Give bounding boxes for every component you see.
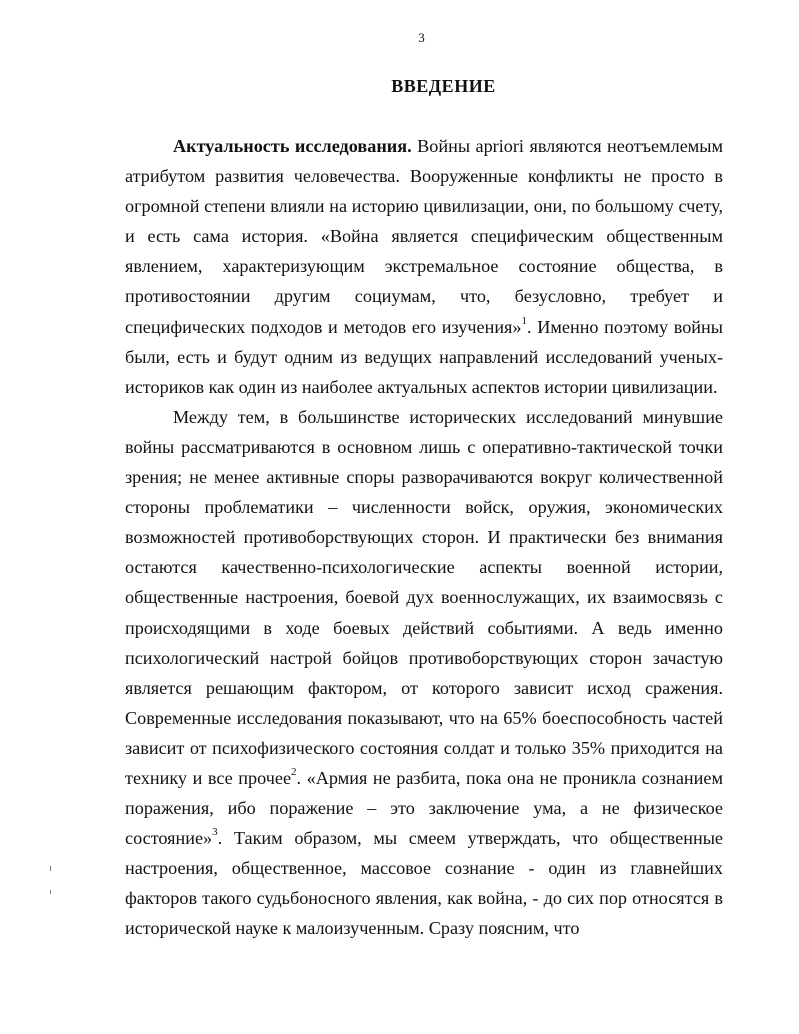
section-heading: ВВЕДЕНИЕ: [391, 76, 496, 96]
footnote-marker[interactable]: 2: [291, 765, 297, 778]
paragraph-text: . Именно поэтому войны были, есть и будут одним из ведущих направлений исследований ученых-историков как один из наиболее актуальных аспектов истории цивилизации.: [125, 316, 723, 397]
footnote-marker[interactable]: 1: [521, 314, 528, 327]
paragraph-text: . Таким образом, мы смеем утверждать, что общественные настроения, общественное, массовое сознание - один из главнейших факторов такого судьбоносного явления, как война, - до сих пор относятся в исторической науке к малоизученным. Сразу поясним, что: [125, 828, 723, 939]
scan-margin-mark: [50, 890, 51, 894]
scan-margin-mark: [50, 866, 51, 871]
paragraph-lead: Актуальность исследования.: [173, 136, 412, 156]
paragraph-meanwhile: [125, 402, 723, 944]
paragraph-text: Войны apriori являются неотъемлемым атрибутом развития человечества. Вооруженные конфликты не просто в огромной степени влияли на историю цивилизации, они, по большому счету, и есть сама история. «Война является специфическим общественным явлением, характеризующим экстремальное состояние общества, в противостоянии другим социумам, что, безусловно, требует и специфических подходов и методов его изучения»: [125, 136, 724, 337]
footnote-marker[interactable]: 3: [212, 826, 218, 839]
page-number: 3: [418, 30, 425, 45]
paragraph-text: . «Армия не разбита, пока она не проникла сознанием поражения, ибо поражение – это заключение ума, а не физическое состояние»: [125, 767, 723, 849]
body-text: [125, 131, 723, 944]
paragraph-text: Между тем, в большинстве исторических исследований минувшие войны рассматриваются в основном лишь с оперативно-тактической точки зрения; не менее активные споры разворачиваются вокруг количественной стороны проблематики – численности войск, оружия, экономических возможностей противоборствующих сторон. И практически без внимания остаются качественно-психологические аспекты военной истории, общественные настроения, боевой дух военнослужащих, их взаимосвязь с происходящими в ходе боевых действий событиями. А ведь именно психологический настрой бойцов противоборствующих сторон зачастую является решающим фактором, от которого зависит исход сражения. Современные исследования показывают, что на 65% боеспособность частей зависит от психофизического состояния солдат и только 35% приходится на технику и все прочее: [125, 406, 723, 788]
paragraph-relevance: [125, 131, 723, 402]
